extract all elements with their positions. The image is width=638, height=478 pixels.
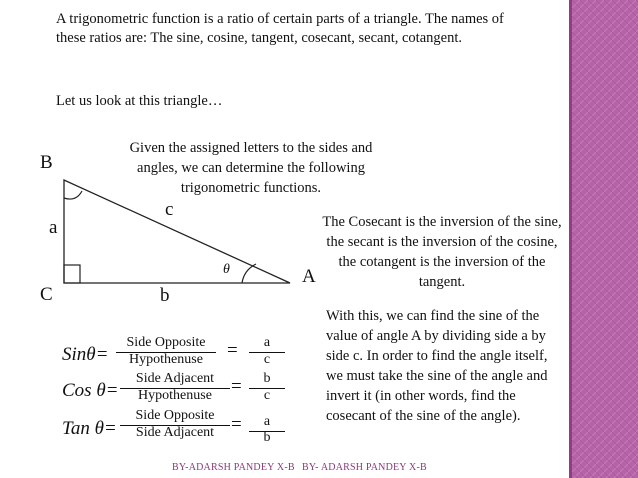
fraction-denominator: Hypothenuse bbox=[129, 352, 203, 367]
side-a-label: a bbox=[49, 217, 58, 238]
vertex-a-label: A bbox=[302, 266, 316, 287]
vertex-b-label: B bbox=[40, 152, 53, 173]
side-c-label: c bbox=[165, 199, 174, 220]
letter-numerator: a bbox=[263, 335, 271, 350]
triangle-shape bbox=[64, 180, 290, 283]
right-angle-marker bbox=[64, 265, 80, 283]
vertex-c-label: C bbox=[40, 284, 53, 305]
intro-lead: Let us look at this triangle… bbox=[56, 93, 223, 109]
letter-numerator: a bbox=[263, 414, 271, 429]
formula-name: Tan θ= bbox=[62, 418, 117, 439]
equals-sign: = bbox=[227, 340, 238, 361]
footer-right: BY- ADARSH PANDEY X-B bbox=[302, 462, 427, 473]
letter-denominator: c bbox=[263, 352, 271, 367]
footer-left: BY-ADARSH PANDEY X-B bbox=[172, 462, 295, 473]
side-b-label: b bbox=[160, 285, 170, 306]
letter-numerator: b bbox=[263, 371, 271, 386]
method-note: With this, we can find the sine of the value of angle A by dividing side a by side c. In order to find the angle itself, we must take the sine of the angle and invert it (in other words, find the cosecant of the sine of the angle). bbox=[326, 308, 548, 424]
sidebar-pattern bbox=[572, 0, 638, 478]
triangle-caption: Given the assigned letters to the sides and angles, we can determine the following trigonometric functions. bbox=[129, 140, 373, 196]
equals-sign: = bbox=[231, 414, 242, 435]
letter-denominator: c bbox=[263, 388, 271, 403]
equals-sign: = bbox=[231, 376, 242, 397]
formula-name: Sinθ= bbox=[62, 344, 109, 365]
intro-paragraph: A trigonometric function is a ratio of certain parts of a triangle. The names of these ratios are: The sine, cosine, tangent, cosecant, secant, cotangent. bbox=[56, 11, 504, 46]
angle-b-arc bbox=[64, 191, 82, 199]
fraction-denominator: Hypothenuse bbox=[138, 388, 212, 403]
angle-theta-label: θ bbox=[223, 262, 230, 277]
fraction-numerator: Side Opposite bbox=[135, 408, 215, 423]
letter-denominator: b bbox=[263, 430, 271, 445]
formula-name: Cos θ= bbox=[62, 380, 119, 401]
fraction-numerator: Side Opposite bbox=[126, 335, 206, 350]
fraction-numerator: Side Adjacent bbox=[135, 371, 215, 386]
fraction-denominator: Side Adjacent bbox=[135, 425, 215, 440]
decorative-sidebar bbox=[569, 0, 638, 478]
cosecant-note: The Cosecant is the inversion of the sine, the secant is the inversion of the cosine, the cotangent is the inversion of the tangent. bbox=[322, 214, 562, 290]
